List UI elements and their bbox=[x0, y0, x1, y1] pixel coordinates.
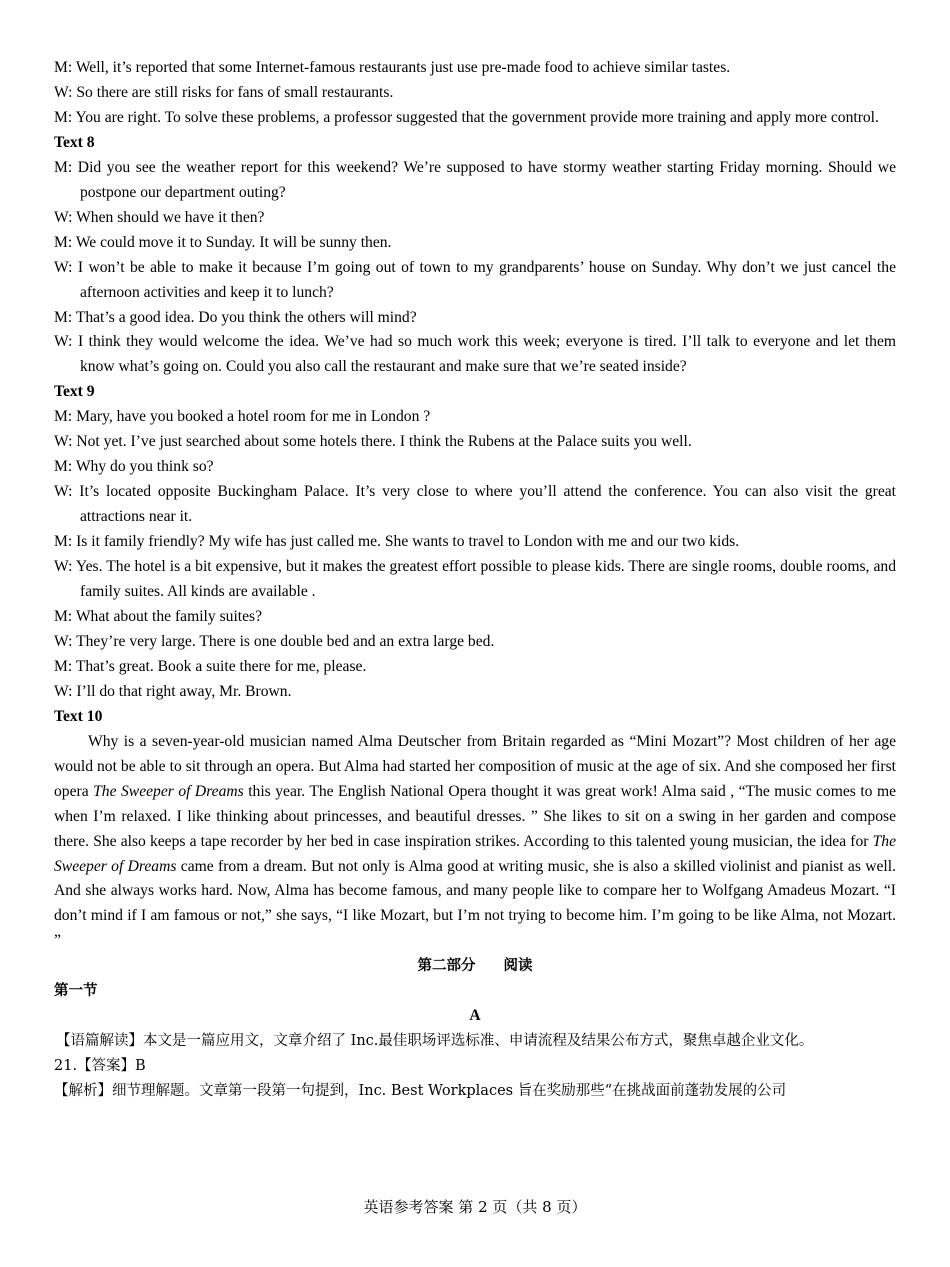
part2-heading bbox=[54, 954, 896, 979]
text-run: came from a dream. But not only is Alma good at writing music, she is also a skilled violinist and pianist as well. And she always works hard. Now, Alma has become famous, and many people like to compare her to Wolfgang Amadeus Mozart. “I don’t mind if I am famous or not,” she says, “I like Mozart, but I’m not trying to become him. I’m going to be like Alma, not Mozart. ” bbox=[54, 857, 896, 950]
text10-heading: Text 10 bbox=[54, 707, 103, 725]
dialog-line: W: I’ll do that right away, Mr. Brown. bbox=[54, 682, 292, 700]
dialog-line: W: I think they would welcome the idea. We’ve had so much work this week; everyone is tired. I’ll talk to everyone and let them know what’s going on. Could you also call the restaurant and make sure that we’re seated inside? bbox=[54, 333, 896, 376]
dialog-line: W: So there are still risks for fans of small restaurants. bbox=[54, 83, 394, 101]
passage-label: A bbox=[469, 1007, 481, 1025]
q21-analysis: 【解析】细节理解题。文章第一段第一句提到，Inc. Best Workplaces 旨在奖励那些“在挑战面前蓬勃发展的公司 bbox=[54, 1083, 787, 1100]
text9-dialog bbox=[54, 405, 896, 704]
dialog-line: M: Mary, have you booked a hotel room for me in London ? bbox=[54, 408, 431, 426]
dialog-line: M: Did you see the weather report for this weekend? We’re supposed to have stormy weather starting Friday morning. Should we postpone our department outing? bbox=[54, 158, 896, 201]
dialog-line: W: Not yet. I’ve just searched about some hotels there. I think the Rubens at the Palace suits you well. bbox=[54, 433, 692, 451]
text8-heading: Text 8 bbox=[54, 133, 95, 151]
passage-summary: 【语篇解读】本文是一篇应用文，文章介绍了 Inc.最佳职场评选标准、申请流程及结果公布方式，聚焦卓越企业文化。 bbox=[56, 1033, 814, 1050]
dialog-line: W: They’re very large. There is one double bed and an extra large bed. bbox=[54, 632, 495, 650]
opera-title: The Sweeper of Dreams bbox=[54, 832, 896, 875]
part-title: 阅读 bbox=[503, 957, 533, 975]
text10-paragraph bbox=[54, 730, 896, 955]
dialog-line: W: Yes. The hotel is a bit expensive, but it makes the greatest effort possible to please kids. There are single rooms, double rooms, and family suites. All kinds are available . bbox=[54, 558, 896, 601]
dialog-line: M: Well, it’s reported that some Internet-famous restaurants just use pre-made food to achieve similar tastes. bbox=[54, 59, 731, 76]
dialog-line: W: When should we have it then? bbox=[54, 208, 265, 226]
dialog-line: M: That’s great. Book a suite there for me, please. bbox=[54, 657, 367, 675]
dialog-line: M: Why do you think so? bbox=[54, 458, 214, 476]
page-footer: 英语参考答案 第 2 页（共 8 页） bbox=[363, 1198, 587, 1216]
dialog-line: W: I won’t be able to make it because I’m going out of town to my grandparents’ house on Sunday. Why don’t we just cancel the afternoon activities and keep it to lunch? bbox=[54, 258, 896, 301]
dialog-line: M: Is it family friendly? My wife has just called me. She wants to travel to London with me and our two kids. bbox=[54, 533, 740, 551]
part-label: 第二部分 bbox=[417, 957, 476, 975]
dialog-line: M: You are right. To solve these problems, a professor suggested that the government provide more training and apply more control. bbox=[54, 108, 879, 126]
dialog-line: M: That’s a good idea. Do you think the others will mind? bbox=[54, 308, 417, 326]
dialog-line: W: It’s located opposite Buckingham Palace. It’s very close to where you’ll attend the conference. You can also visit the great attractions near it. bbox=[54, 483, 896, 526]
text8-dialog bbox=[54, 156, 896, 381]
section1-heading: 第一节 bbox=[54, 982, 98, 1000]
document-body bbox=[54, 56, 896, 1104]
dialog-continued bbox=[54, 56, 896, 131]
q21-answer: 21.【答案】B bbox=[54, 1058, 146, 1075]
opera-title: The Sweeper of Dreams bbox=[93, 782, 244, 800]
text9-heading: Text 9 bbox=[54, 383, 95, 401]
dialog-line: M: What about the family suites? bbox=[54, 607, 263, 625]
dialog-line: M: We could move it to Sunday. It will be sunny then. bbox=[54, 233, 392, 251]
text-run: Why is a seven-year-old musician named Alma Deutscher from Britain regarded as “Mini Mozart”? Most children of her age would not be able to sit through an opera. But Alma had started her composition of music at the age of six. And she composed her first opera bbox=[54, 732, 896, 800]
text-run: this year. The English National Opera thought it was great work! Alma said , “The music comes to me when I’m relaxed. I like thinking about princesses, and beautiful dresses. ” She likes to sit on a swing in her garden and compose there. She also keeps a tape recorder by her bed in case inspiration strikes. According to this talented young musician, the idea for bbox=[54, 782, 896, 850]
